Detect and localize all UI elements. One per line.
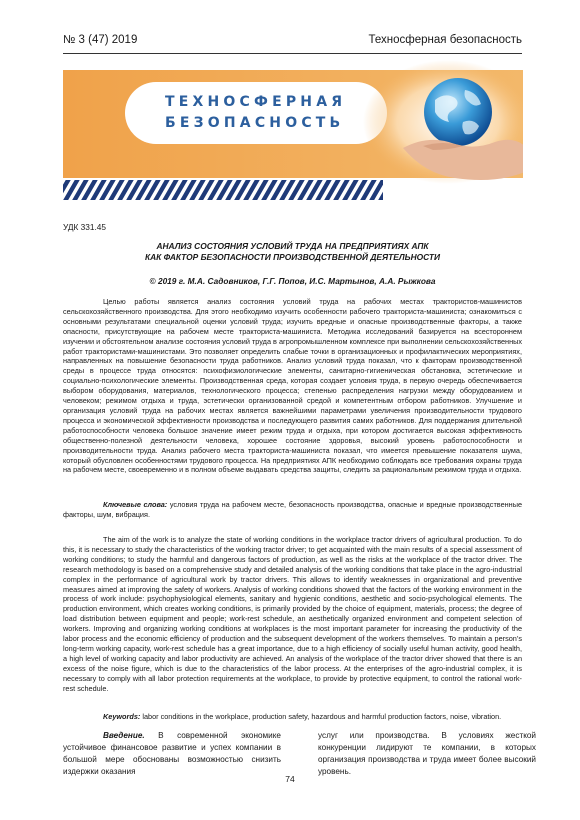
page-number: 74 [285, 774, 295, 784]
section-name: Техносферная безопасность [368, 34, 522, 46]
keywords-russian-label: Ключевые слова: [103, 500, 168, 509]
keywords-english-text: labor conditions in the workplace, production safety, hazardous and harmful production factors, noise, vibration. [142, 712, 502, 721]
decorative-stripes [63, 180, 383, 200]
banner-graphic [63, 60, 523, 206]
globe-icon [424, 78, 492, 146]
article-title-line2: КАК ФАКТОР БЕЗОПАСНОСТИ ПРОИЗВОДСТВЕННОЙ ДЕЯТЕЛЬНОСТИ [144, 252, 441, 262]
banner-title-line1: ТЕХНОСФЕРНАЯ [165, 94, 347, 110]
issue-number: № 3 (47) 2019 [63, 34, 138, 46]
intro-left-text: В современной экономике устойчивое финансовое развитие и успех компании в большой мере обоснованы возможностью снизить издержки оказания [63, 731, 281, 776]
header-divider [63, 53, 522, 54]
intro-column-right: услуг или производства. В условиях жесткой конкуренции лидируют те компании, в которых организация производства и труда имеет более высокий уровень. [318, 731, 536, 776]
keywords-english-label: Keywords: [103, 712, 141, 721]
section-banner [63, 60, 523, 206]
abstract-english: The aim of the work is to analyze the state of working conditions in the workplace tractor drivers of agricultural production. To do this, it is necessary to study the characteristics of the working tractor driver; to get acquainted with the main results of a special assessment of working conditions; to study the harmful and dangerous factors of production, as well as the risks at the workplace of the tractor driver. The research methodology is based on a comprehensive study and detailed analysis of the working conditions that take place in the agro-industrial complex in the performance of agricultural work by tractor drivers. This allows to identify weaknesses in organizational and preventive measures aimed at improving the safety of workers. Analysis of working conditions showed that the factors of the working environment in the process of work include: psychophysiological elements, sanitary and hygienic conditions, aesthetic and socio-psychological elements. The production environment, which creates working conditions, is primarily provided by the choice of equipment, materials, process; the degree of load distribution between equipment and people; work-rest schedule, an aesthetically organized environment and competent selection of workers. Improving and organizing working conditions at workplaces is the most important parameter for increasing the productivity of the labor process and the economic efficiency of production and the subsequent development of the workers themselves. To maintain a person’s long-term working capacity, work-rest schedule has a great importance, due to a high efficiency of socially useful human activity, good health, a high level of working capacity and labor productivity are achieved. An analysis of the workplace of the tractor driver showed that there is an excess of the noise figure, which is due to the characteristics of the labor process. At the enterprises of the agro-industrial complex, it is necessary to comply with all labor protection requirements at the workplace, to provide by protective equipment, to control the rational work-rest schedule. [63, 535, 522, 693]
intro-column-left [63, 730, 281, 778]
running-header [63, 34, 522, 50]
article-title [63, 241, 522, 263]
keywords-russian-text: условия труда на рабочем месте, безопасность производства, опасные и вредные производственные факторы, шум, вибрация. [63, 500, 523, 519]
article-authors: © 2019 г. М.А. Садовников, Г.Г. Попов, И.С. Мартынов, А.А. Рыжкова [149, 276, 436, 286]
intro-label: Введение. [103, 731, 145, 740]
udk-code: УДК 331.45 [63, 222, 107, 232]
banner-title-capsule [125, 82, 387, 144]
keywords-english [63, 712, 522, 722]
keywords-russian [63, 500, 522, 520]
abstract-russian: Целью работы является анализ состояния условий труда на рабочих местах трактористов-машинистов сельскохозяйственного производства. Для этого необходимо изучить особенности рабочего тракториста-машиниста; ознакомиться с основными результатами специальной оценки условий труда; изучить вредные и опасные производственные факторы, а также опасности, присутствующие на рабочем месте тракториста-машиниста. Методика исследований базируется на всестороннем изучении и обстоятельном анализе состояния условий труда в агропромышленном комплексе при выполнении сельскохозяйственных работ трактористами-машинистами. Это позволяет определить слабые точки в организационных и профилактических мероприятиях, направленных на повышение безопасности труда работников. Анализ условий труда показал, что к факторам производственной среды в процессе труда относятся: психофизиологические элементы, санитарно-гигиеническая обстановка, эстетические и социально-психологические элементы. Производственная среда, которая создает условия труда, в первую очередь обеспечивается выбором оборудования, материалов, технологического процесса; степенью распределения нагрузки между оборудованием и человеком; режимом отдыха и труда, эстетически организованной средой и компетентным отбором работников. Улучшение и организация условий труда на рабочих местах является важнейшими параметрами увеличения производительности трудового процесса и экономической эффективности производства и последующего развития самих работников. Для поддержания длительной работоспособности человека большое значение имеет режим труда и отдыха, при котором достигается высокая эффективность общественно-полезной деятельности человека, хорошее состояние здоровья, высокий уровень работоспособности и производительности труда. Анализ рабочего места тракториста-машиниста показал, что имеется превышение показателя шума, который обусловлен особенностями трудового процесса. На предприятиях АПК необходимо соблюдать все требования охраны труда на рабочем месте, своевременно и в полном объеме выдавать средства защиты, следить за рациональным режимом труда и отдыха. [63, 297, 522, 475]
article-title-line1: АНАЛИЗ СОСТОЯНИЯ УСЛОВИЙ ТРУДА НА ПРЕДПРИЯТИЯХ АПК [156, 241, 429, 251]
banner-title-line2: БЕЗОПАСНОСТЬ [165, 115, 345, 131]
